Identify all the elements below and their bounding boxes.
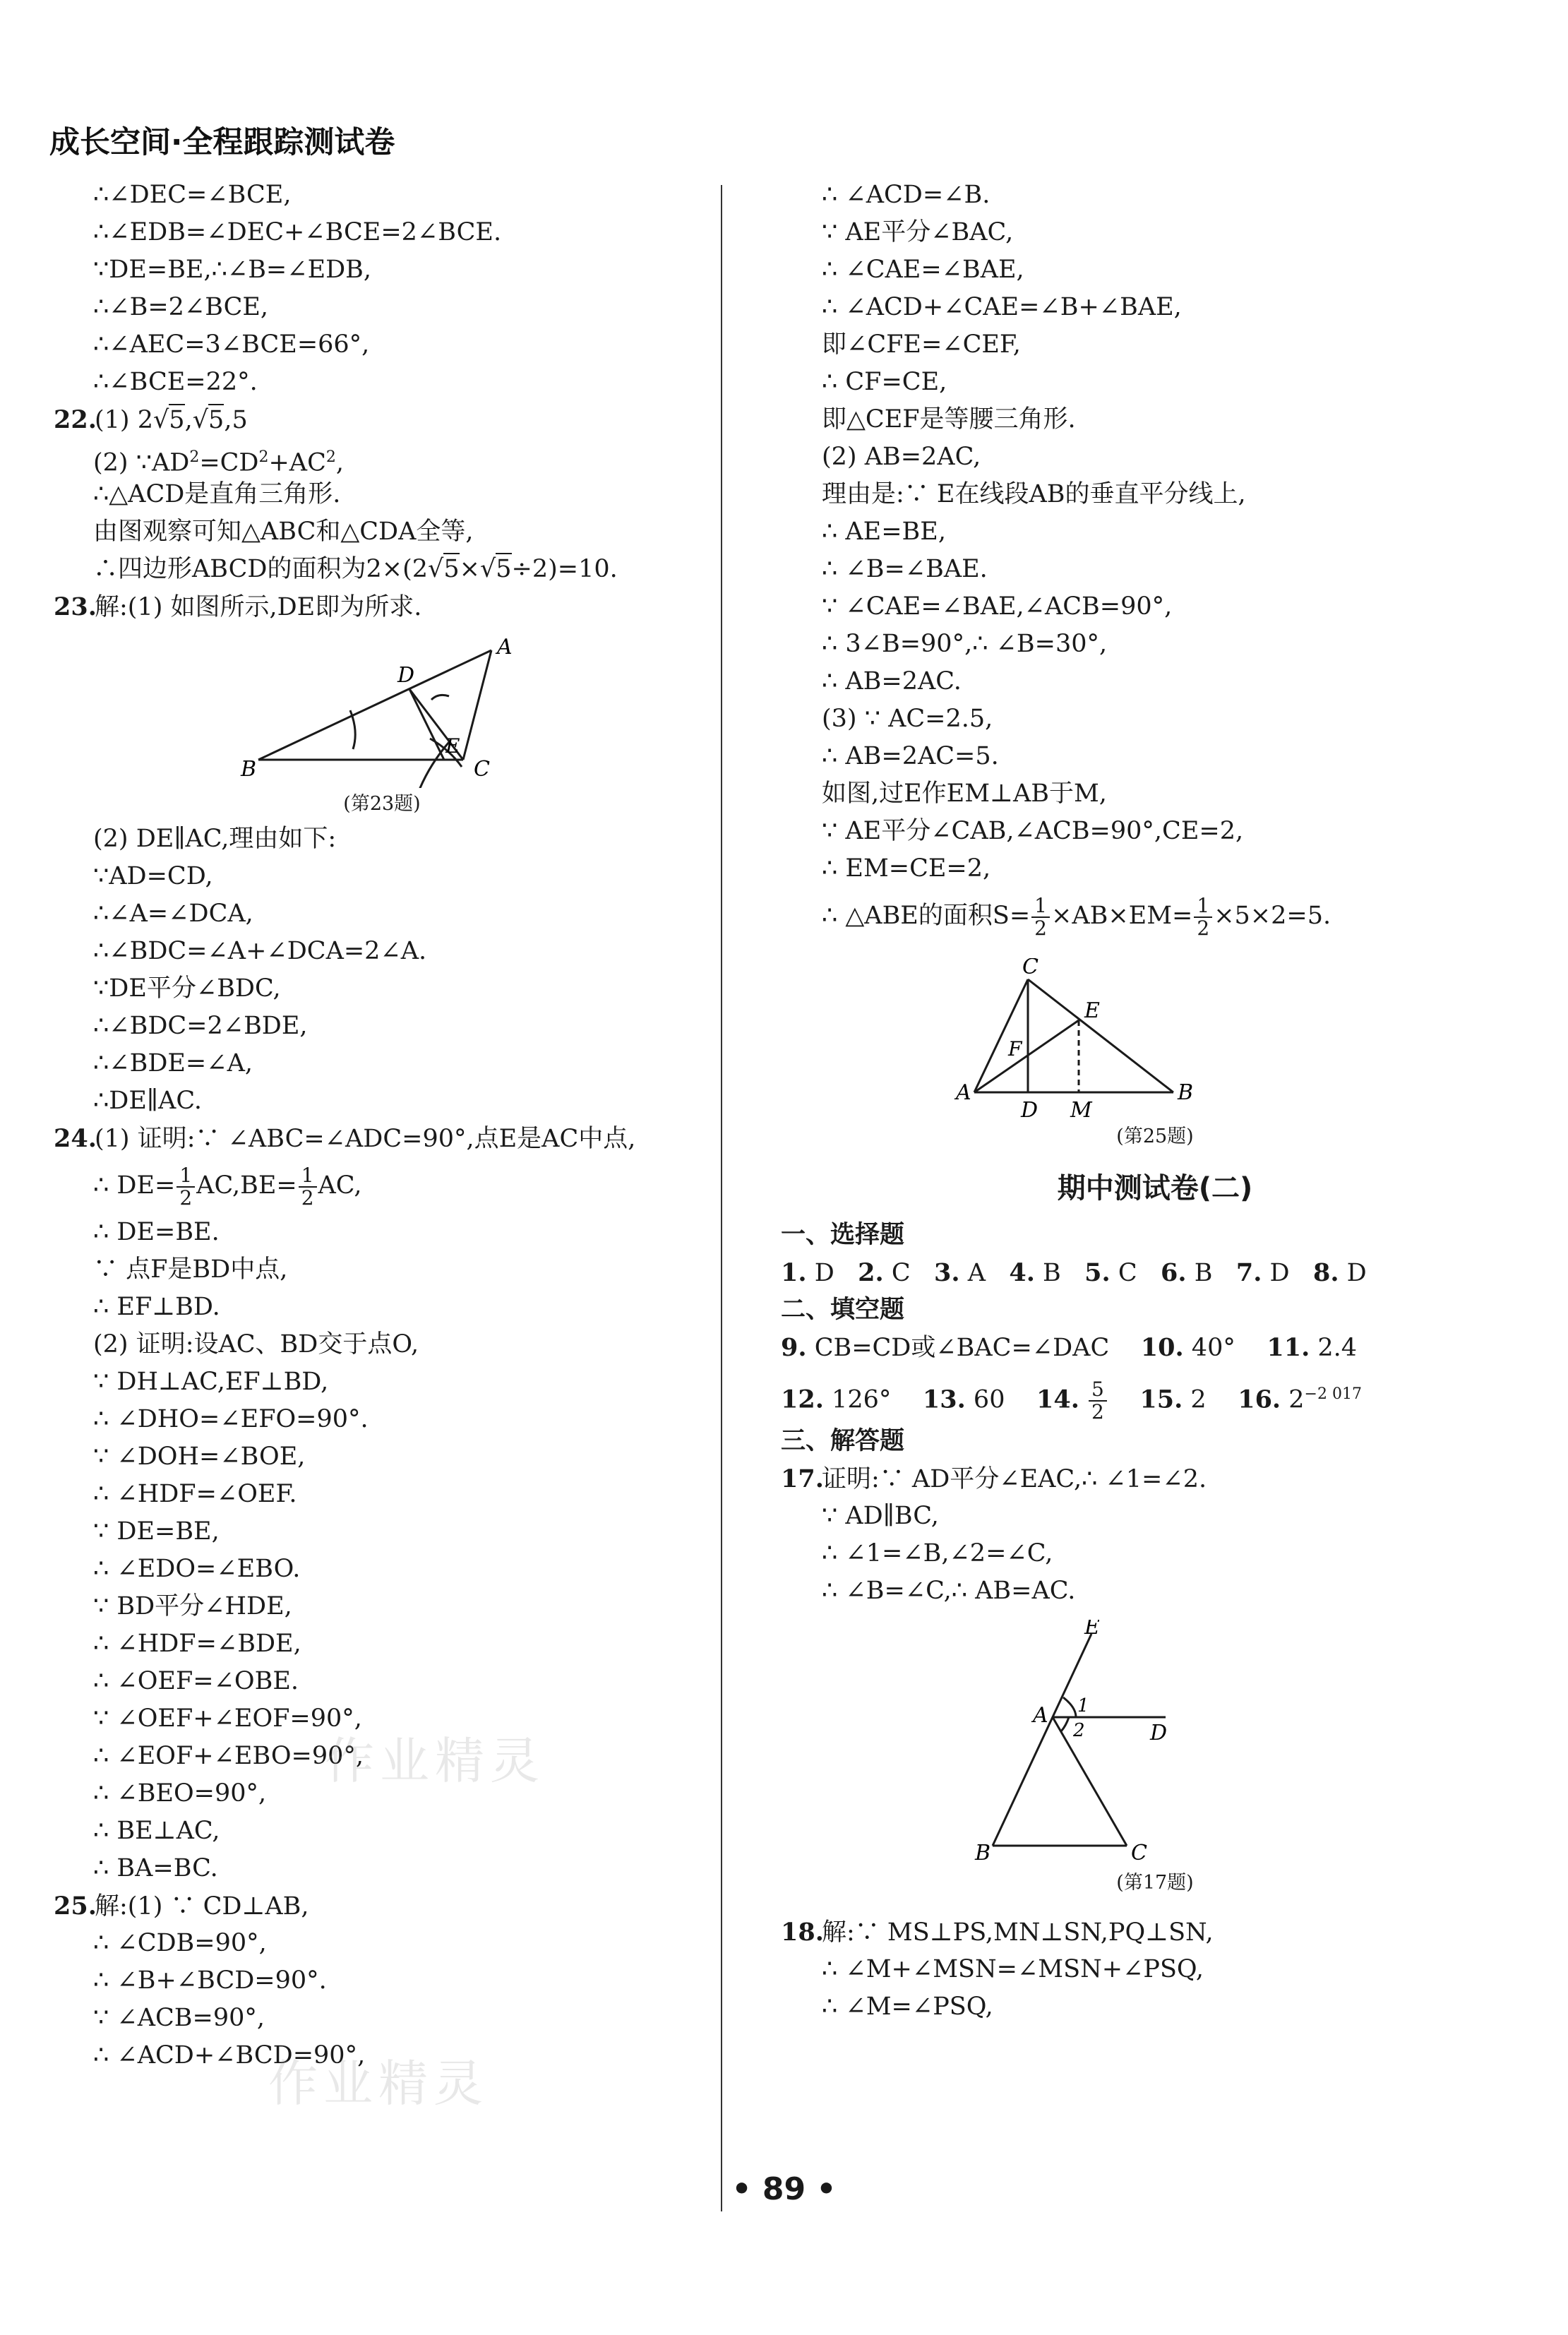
q25-line: 即△CEF是等腰三角形.	[822, 405, 1076, 434]
section-heading: 二、填空题	[781, 1296, 905, 1324]
question-number: 24.	[54, 1124, 97, 1153]
label-M: M	[1070, 1098, 1092, 1121]
question-number: 17.	[781, 1464, 824, 1493]
section-heading: 一、选择题	[781, 1221, 905, 1249]
sqrt-symbol: √	[192, 406, 209, 434]
segment-CB	[1028, 979, 1173, 1092]
q25-line: ∴ ∠B+∠BCD=90°.	[93, 1966, 327, 1995]
q18-line: 18.解:∵ MS⊥PS,MN⊥SN,PQ⊥SN,	[781, 1913, 1529, 1951]
triangle-diagram-q23	[54, 626, 710, 788]
text-line: ∴∠EDB=∠DEC+∠BCE=2∠BCE.	[93, 218, 502, 246]
text-line: ∴∠DEC=∠BCE,	[93, 181, 292, 209]
section-heading: 三、解答题	[781, 1427, 905, 1455]
q23-line: ∴∠BDE=∠A,	[93, 1049, 253, 1077]
q25-line: ∵ AE平分∠CAB,∠ACB=90°,CE=2,	[822, 817, 1244, 845]
label-A: A	[497, 635, 513, 659]
q24-line: ∵ 点F是BD中点,	[93, 1255, 288, 1284]
label-D: D	[397, 663, 415, 688]
label-C: C	[1022, 958, 1039, 979]
q25-line: ∴ AB=2AC=5.	[822, 742, 999, 770]
label-B: B	[1178, 1080, 1194, 1105]
choice-answers: 1. D 2. C 3. A 4. B 5. C 6. B 7. D 8. D	[781, 1258, 1367, 1287]
q25-line: 即∠CFE=∠CEF,	[822, 330, 1021, 359]
arc-mark	[431, 695, 449, 700]
q23-line: 23.解:(1) 如图所示,DE即为所求.	[54, 588, 710, 626]
q24-line: ∴ ∠BEO=90°,	[93, 1779, 267, 1808]
segment-AC	[1053, 1717, 1127, 1846]
q24-line: ∵ DE=BE,	[93, 1517, 220, 1546]
q25-line: ∴ ∠B=∠BAE.	[822, 555, 988, 583]
q25-line: ∴ EM=CE=2,	[822, 854, 991, 883]
label-C: C	[474, 757, 490, 782]
q25-line: ∴ AB=2AC.	[822, 667, 962, 695]
q24-line: (2) 证明:设AC、BD交于点O,	[93, 1330, 419, 1358]
segment-AC	[463, 650, 491, 760]
q24-line: ∵ ∠DOH=∠BOE,	[93, 1443, 306, 1471]
triangle-diagram-q25	[781, 958, 1529, 1121]
section-title: 期中测试卷(二)	[1057, 1172, 1253, 1205]
fill-answers: 9. CB=CD或∠BAC=∠DAC 10. 40° 11. 2.4	[781, 1333, 1358, 1362]
q24-line: ∴ ∠DHO=∠EFO=90°.	[93, 1405, 369, 1433]
q23-line: ∵AD=CD,	[93, 862, 213, 890]
segment-DE	[409, 689, 444, 760]
q24-line: ∴ EF⊥BD.	[93, 1293, 220, 1321]
fraction: $\frac{5}{2}$	[1089, 1379, 1107, 1423]
text-line: ∴∠AEC=3∠BCE=66°,	[93, 330, 370, 359]
q24-line: ∵ DH⊥AC,EF⊥BD,	[93, 1368, 329, 1396]
angle-arc	[1063, 1697, 1076, 1717]
label-C: C	[1131, 1841, 1147, 1865]
segment-AC	[974, 979, 1028, 1092]
figure-q25	[781, 958, 1529, 1121]
triangle-diagram-q17	[781, 1620, 1529, 1867]
q25-line: 25.解:(1) ∵ CD⊥AB,	[54, 1887, 710, 1925]
q18-line: ∴ ∠M=∠PSQ,	[822, 1993, 993, 2021]
q22-line: (2) $\because AD^2=CD^2+AC^2$,	[93, 448, 345, 477]
label-D: D	[1021, 1098, 1039, 1121]
q23-line: ∵DE平分∠BDC,	[93, 974, 281, 1003]
fraction: $\frac{1}{2}$	[299, 1165, 317, 1209]
fraction: $\frac{1}{2}$	[176, 1165, 195, 1209]
angle-arc	[1061, 1717, 1069, 1731]
page-header: 成长空间·全程跟踪测试卷	[49, 125, 395, 160]
q25-line: ∵ AE平分∠BAC,	[822, 218, 1014, 246]
q25-line: 如图,过E作EM⊥AB于M,	[822, 780, 1107, 808]
q18-line: ∴ ∠M+∠MSN=∠MSN+∠PSQ,	[822, 1955, 1204, 1983]
question-number: 23.	[54, 592, 97, 621]
label-A: A	[1033, 1703, 1048, 1728]
q25-line: ∴ 3∠B=90°,∴ ∠B=30°,	[822, 630, 1108, 658]
q17-line: 17.证明:∵ AD平分∠EAC,∴ ∠1=∠2.	[781, 1460, 1529, 1498]
q23-line: ∴∠A=∠DCA,	[93, 900, 253, 928]
label-F: F	[1008, 1037, 1022, 1061]
sqrt-symbol: √	[152, 406, 169, 434]
q25-line: ∵ ∠CAE=∠BAE,∠ACB=90°,	[822, 592, 1173, 621]
label-E: E	[445, 734, 460, 758]
q24-line: ∴ ∠HDF=∠OEF.	[93, 1480, 297, 1508]
q25-area-line: ∴ △ABE的面积S= $\frac{1}{2}$ ×AB×EM= $\frac{1}{2}$ ×5×2=5.	[822, 893, 1331, 940]
fill-answers: 12. 126° 13. 60 14. $\frac{5}{2}$ 15. 2 16. $2^{-2 017}$	[781, 1378, 1362, 1424]
q22-line: 22.(1) 2√5,√5,5	[54, 401, 710, 438]
figure-q17	[781, 1620, 1529, 1867]
q25-line: ∴ CF=CE,	[822, 368, 947, 396]
q17-line: ∴ ∠B=∠C,∴ AB=AC.	[822, 1577, 1076, 1605]
label-A: A	[956, 1080, 971, 1105]
fraction: $\frac{1}{2}$	[1194, 895, 1212, 939]
q24-line: ∴ ∠EOF+∠EBO=90°,	[93, 1742, 364, 1770]
watermark: 作业精灵	[268, 2055, 489, 2113]
label-E: E	[1084, 998, 1100, 1023]
text-line: ∴∠BCE=22°.	[93, 368, 258, 396]
q25-line: ∴ ∠ACD+∠BCD=90°,	[93, 2041, 366, 2070]
q23-line: (2) DE∥AC,理由如下:	[93, 825, 337, 853]
watermark: 作业精灵	[325, 1732, 545, 1790]
q24-line: 24.(1) 证明:∵ ∠ABC=∠ADC=90°,点E是AC中点,	[54, 1120, 710, 1157]
q24-line: ∴ ∠OEF=∠OBE.	[93, 1667, 299, 1695]
column-divider	[721, 185, 722, 2211]
label-B: B	[975, 1841, 991, 1865]
q25-line: ∵ ∠ACB=90°,	[93, 2004, 265, 2032]
label-D: D	[1150, 1721, 1168, 1745]
label-angle-1: 1	[1077, 1695, 1089, 1716]
label-B: B	[241, 757, 257, 782]
q24-line: ∴ BA=BC.	[93, 1854, 218, 1882]
fraction: $\frac{1}{2}$	[1031, 895, 1050, 939]
q25-line: ∴ AE=BE,	[822, 518, 946, 546]
q25-line: ∴ ∠ACD+∠CAE=∠B+∠BAE,	[822, 293, 1182, 321]
question-number: 18.	[781, 1918, 824, 1947]
question-number: 25.	[54, 1892, 97, 1921]
label-angle-2: 2	[1073, 1720, 1085, 1741]
segment-AE	[974, 1020, 1079, 1092]
q17-line: ∴ ∠1=∠B,∠2=∠C,	[822, 1539, 1053, 1567]
q22-line: ∴△ACD是直角三角形.	[93, 480, 341, 508]
label-E: E	[1084, 1620, 1100, 1640]
figure-caption: (第23题)	[343, 793, 421, 815]
q17-line: ∵ AD∥BC,	[822, 1502, 939, 1530]
q24-line: ∴ BE⊥AC,	[93, 1817, 220, 1845]
q23-line: ∴∠BDC=2∠BDE,	[93, 1012, 308, 1040]
q24-line: ∴ ∠HDF=∠BDE,	[93, 1630, 301, 1658]
text-line: ∴∠B=2∠BCE,	[93, 293, 269, 321]
q23-line: ∴DE∥AC.	[93, 1087, 202, 1115]
page-number: • 89 •	[731, 2171, 837, 2207]
figure-caption: (第17题)	[1116, 1872, 1194, 1894]
q24-line: ∵ BD平分∠HDE,	[93, 1592, 292, 1620]
figure-caption: (第25题)	[1116, 1125, 1194, 1147]
q24-line: ∴ DE= $\frac{1}{2}$ AC,BE= $\frac{1}{2}$ AC,	[93, 1163, 362, 1210]
q25-line: (3) ∵ AC=2.5,	[822, 705, 993, 733]
q25-line: ∴ ∠CAE=∠BAE,	[822, 256, 1024, 284]
text-line: ∵DE=BE,∴∠B=∠EDB,	[93, 256, 372, 284]
q25-line: ∴ ∠CDB=90°,	[93, 1929, 267, 1957]
q22-line: ∴四边形ABCD的面积为2×(2√5×√5÷2)=10.	[54, 551, 710, 588]
right-column	[781, 177, 1529, 2026]
q24-line: ∴ DE=BE.	[93, 1218, 220, 1246]
q25-line: (2) AB=2AC,	[822, 443, 981, 471]
figure-q23	[54, 626, 710, 788]
q25-line: ∴ ∠ACD=∠B.	[822, 181, 991, 209]
q24-line: ∵ ∠OEF+∠EOF=90°,	[93, 1704, 362, 1733]
question-number: 22.	[54, 405, 97, 434]
q24-line: ∴ ∠EDO=∠EBO.	[93, 1555, 301, 1583]
q22-line: 由图观察可知△ABC和△CDA全等,	[93, 518, 474, 546]
q23-line: ∴∠BDC=∠A+∠DCA=2∠A.	[93, 937, 427, 965]
q25-line: 理由是:∵ E在线段AB的垂直平分线上,	[822, 480, 1246, 508]
